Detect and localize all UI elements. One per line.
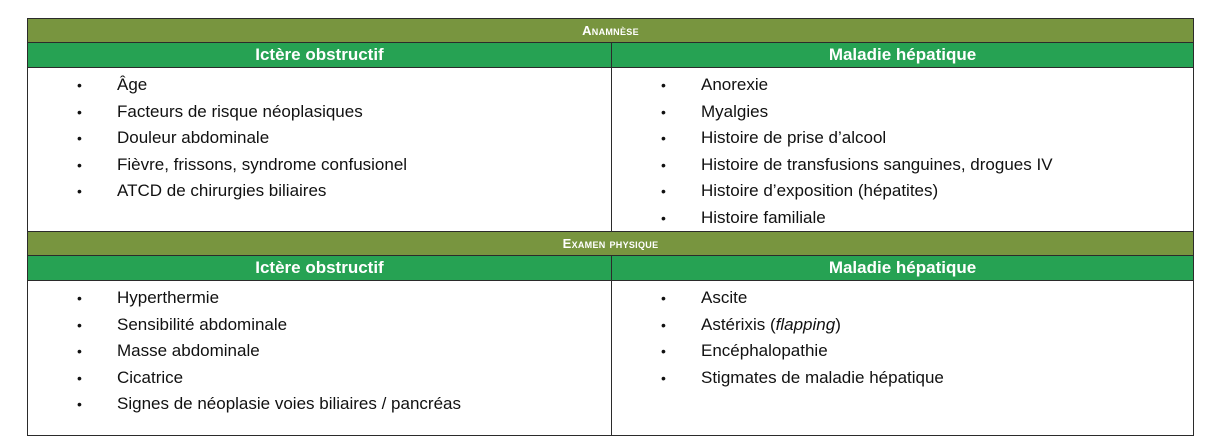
list-item: • Histoire de transfusions sanguines, drogues IV [612,152,1193,179]
list-cell-right [612,68,1194,232]
list-item: • Sensibilité abdominale [28,312,611,339]
list-item: • Anorexie [612,72,1193,99]
bullet-icon: • [661,209,666,226]
bullet-icon: • [77,77,82,93]
bullet-icon: • [661,77,666,93]
list-item: • Fièvre, frissons, syndrome confusionel [28,152,611,179]
section-title-anamnese: Anamnèse [28,19,1194,43]
bullet-icon: • [661,343,666,359]
bullet-icon: • [77,369,82,386]
list-item: • Astérixis (flapping) [612,312,1193,339]
list-item: • Facteurs de risque néoplasiques [28,99,611,126]
list-item: • Histoire familiale [612,205,1193,232]
list-item: • Âge [28,72,611,99]
column-header-left: Ictère obstructif [28,256,612,281]
list-cell-left [28,281,612,436]
list-item: • Histoire de prise d’alcool [612,125,1193,152]
sub-header-row [28,256,1194,281]
column-header-left: Ictère obstructif [28,43,612,68]
list-item: • Hyperthermie [28,285,611,312]
bullet-list [612,68,1193,231]
bullet-icon: • [77,103,82,120]
bullet-icon: • [77,183,82,199]
list-item: • ATCD de chirurgies biliaires [28,178,611,205]
italic-term: flapping [775,314,836,334]
bullet-icon: • [661,103,666,120]
list-cell-right [612,281,1194,436]
list-item: • Encéphalopathie [612,338,1193,365]
list-cell-left [28,68,612,232]
list-item: • Ascite [612,285,1193,312]
list-item: • Cicatrice [28,365,611,392]
bullet-icon: • [77,343,82,359]
bullet-icon: • [77,156,82,173]
bullet-icon: • [77,396,82,412]
list-row [28,281,1194,436]
list-item: • Myalgies [612,99,1193,126]
bullet-icon: • [661,369,666,386]
comparison-table [27,18,1194,436]
column-header-right: Maladie hépatique [612,256,1194,281]
sub-header-row [28,43,1194,68]
bullet-icon: • [661,156,666,173]
bullet-icon: • [77,290,82,306]
section-title-examen-physique: Examen physique [28,232,1194,256]
bullet-icon: • [661,290,666,306]
list-item: • Signes de néoplasie voies biliaires / pancréas [28,391,611,418]
bullet-list [28,68,611,205]
bullet-icon: • [661,183,666,199]
comparison-table-wrapper [27,18,1194,436]
bullet-icon: • [77,130,82,146]
bullet-list [28,281,611,418]
column-header-right: Maladie hépatique [612,43,1194,68]
section-header-row [28,19,1194,43]
list-item: • Histoire d’exposition (hépatites) [612,178,1193,205]
bullet-list [612,281,1193,391]
bullet-icon: • [661,130,666,146]
list-item: • Stigmates de maladie hépatique [612,365,1193,392]
section-header-row [28,232,1194,256]
list-item: • Masse abdominale [28,338,611,365]
bullet-icon: • [661,316,666,333]
list-item: • Douleur abdominale [28,125,611,152]
bullet-icon: • [77,316,82,333]
list-row [28,68,1194,232]
